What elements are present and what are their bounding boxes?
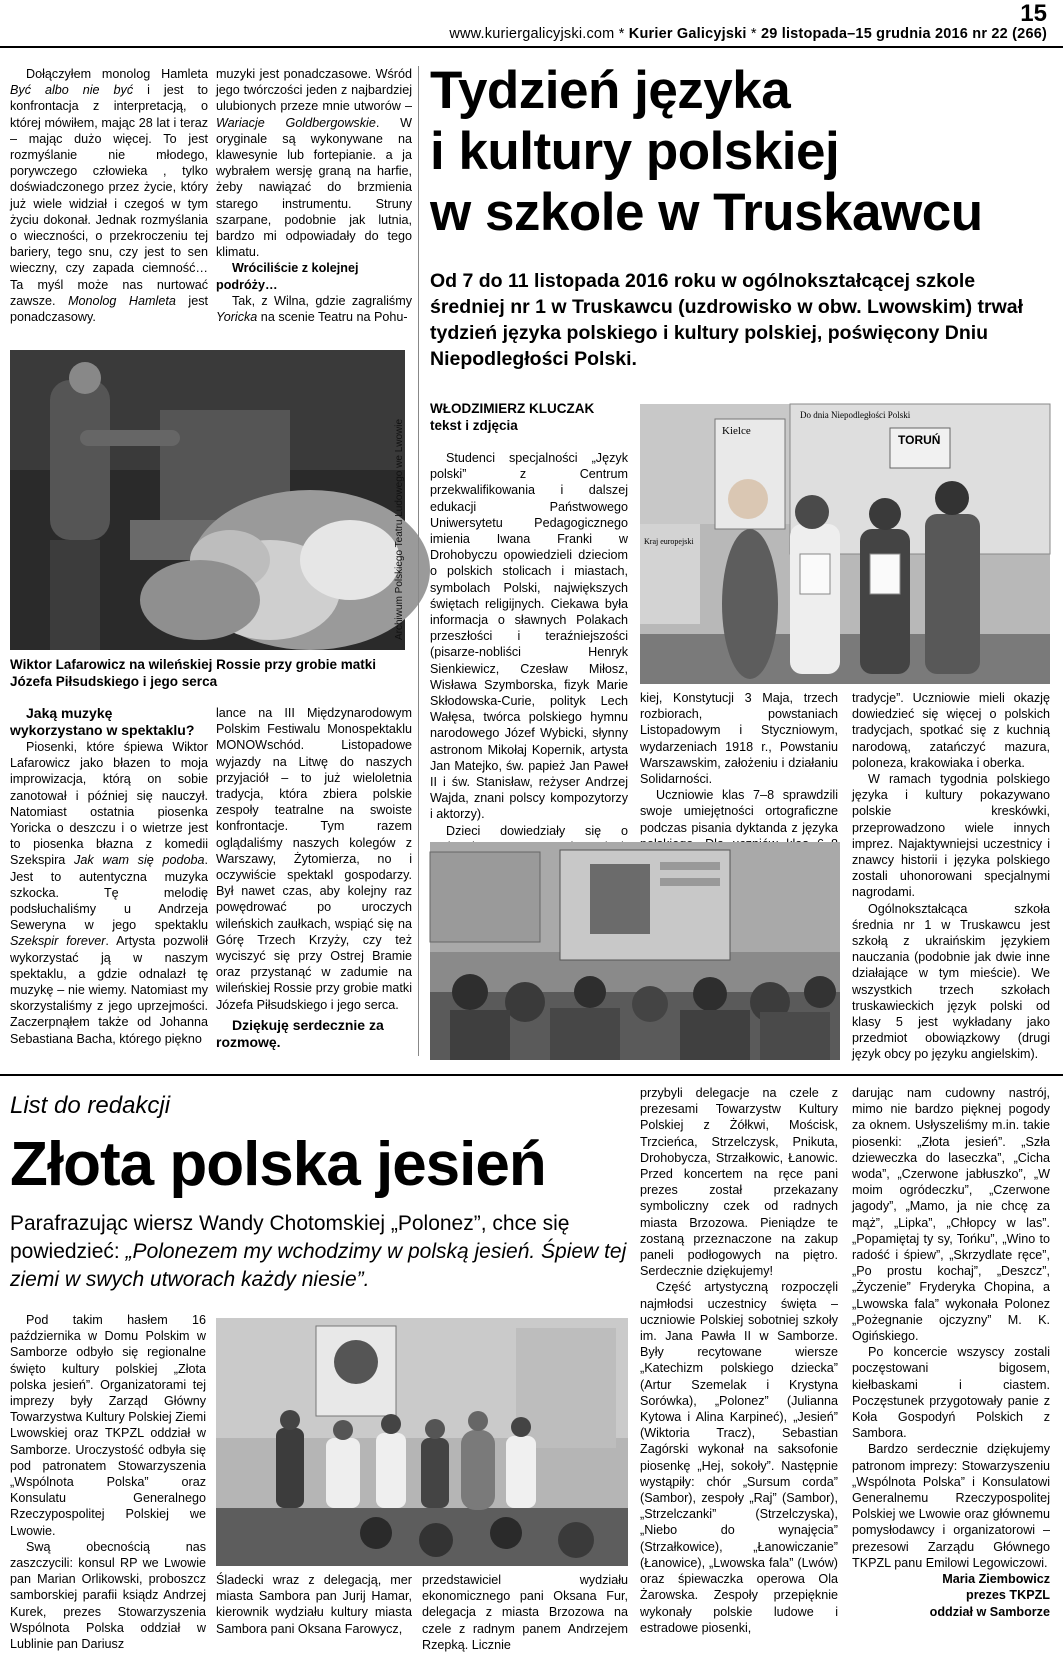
photo-exhibition [640,404,1050,684]
author-name: WŁODZIMIERZ KLUCZAK [430,401,595,416]
paragraph: Tak, z Wilna, gdzie zagraliśmy Yoricka na scenie Teatru na Pohu- [216,293,412,325]
signature-name: Maria Ziembowicz [942,1572,1050,1587]
paragraph: przybyli delegacje na czele z prezesami Towarzystw Kultury Polskiej z Żółkwi, Mościsk, Trzcieńca, Strzelczysk, Pnikuta, Drohobycza, Strzałkowic, Łanowic. Przed koncertem na ręce pani prezes został przekazany symboliczny czek od radnych miasta Brzozowa. Pieniądze te zostaną przeznaczone na zakup paneli podłogowych na piętro. Serdecznie dziękujemy! [640,1086,838,1279]
paper-name: Kurier Galicyjski [628,26,747,42]
paragraph: lance na III Międzynarodowym Polskim Festiwalu Monospektaklu MONOWschód. Listopadowe wyjazdy na Litwę do naszych przyjaciół – to już wieloletnia tradycja, która zbiera polskie zespoły teatralne na swoiste konfrontacje. Tym razem oglądaliśmy naszych kolegów z Warszawy, Żytomierza, no i oczywiście spektakl gospodarzy. Był nawet czas, aby kolejny raz powędrować po uroczych wileńskich zaułkach, wspiąć się na Górę Trzech Krzyży, czy też wyciszyć się przy Ostrej Bramie oraz przystanąć w zadumie na wileńskiej Rossie przy grobie matki Józefa Piłsudskiego i jego serca. [216,706,412,1012]
photo-classroom [430,842,840,1060]
paragraph: tradycje”. Uczniowie mieli okazję dowiedzieć się więcej o polskich tradycjach, spotkać się z kuchnią narodową, zatańczyć mazura, poloneza, krakowiaka i oberka. [852,691,1050,770]
board-kraj: Kraj europejski [644,537,694,546]
paragraph: kiej, Konstytucji 3 Maja, trzech rozbiorach, powstaniach Listopadowym i Styczniowym, wydarzeniach 1918 r., Powstaniu Warszawskim, założeniu i działaniu Solidarności. [640,691,838,787]
photo-concert [216,1318,628,1566]
article2-col-2 [216,1572,412,1652]
paragraph: Swą obecnością nas zaszczycili: konsul RP we Lwowie pan Marian Orlikowski, proboszcz samborskiej parafii ksiądz Andrzej Kurek, prezes Stowarzyszenia Wspólnota Polska oddział w Lublinie pan Dariusz [10,1539,206,1652]
paragraph: muzyki jest ponadczasowe. Wśród jego twórczości jeden z najbardziej ulubionych przeze mnie utworów – Wariacje Goldbergowskie. W oryginale są wykonywane na klawesynie lub fortepianie. a ja wybrałem wersję graną na harfie, żeby nawiązać do brzmienia starego instrumentu. Struny szarpane, podobnie jak lutnia, bardzo mi odpowiadały do tego klimatu. [216,67,413,260]
article1-subtitle: Od 7 do 11 listopada 2016 roku w ogólnokształcącej szkole średniej nr 1 w Truskawcu (uzdrowisko w obw. Lwowskim) trwał tydzień języka polskiego i kultury polskiej, poświęcony Dniu Niepodległości Polski. [430,270,1024,370]
board-torun: TORUŃ [898,433,941,447]
board-kielce: Kielce [722,425,751,437]
article1-col-a [430,450,628,838]
paragraph: Uczniowie klas 7–8 sprawdzili swoje umiejętności ortograficzne podczas pisania dyktanda z języka [640,788,838,835]
interview-question: Wróciliście z kolejnej podróży… [216,261,359,292]
photo-credit: Archiwum Polskiego Teatru Ludowego we Lwowie [394,418,405,640]
masthead [0,0,1063,48]
paragraph: Bardzo serdecznie dziękujemy patronom imprezy: Stowarzyszeniu „Wspólnota Polska” i Konsulatowi Generalnemu Rzeczypospolitej Polskiej we Lwowie oraz głównemu pomysłodawcy i organizatorowi – prezesowi Zarządu Głównego TKPZL panu Emilowi Legowiczowi. [852,1442,1050,1570]
paragraph: Dzieci dowiedziały się o [446,823,628,838]
interview-col-2 [216,66,412,346]
article1-title: Tydzień języka i kultury polskiej w szkole w Truskawcu [430,61,983,242]
interview-col-1 [10,66,208,346]
site-url[interactable]: www.kuriergalicyjski.com [449,26,615,42]
signature-branch: oddział w Samborze [929,1604,1050,1619]
paragraph: Piosenki, które śpiewa Wiktor Lafarowicz jako błazen to moja improwizacja, którą on sobie zanotował i później się nauczył. Natomiast ostatnia piosenka Yoricka o deszczu i o wietrze jest to piosenka błazna z komedii Szekspira Jak wam się podoba. Jest to autentyczna muzyka szkocka. Tę melodię podsłuchaliśmy u Andrzeja Seweryna w jego spektaklu Szekspir forever. Artysta pozwolił wykorzystać ją w naszym spektaklu, a gdzie odnalazł tę muzykę – nie wiemy. Natomiast my skorzystaliśmy z jego uprzejmości. Zaczerpnąłem także od Johanna Sebastiana Bacha, którego piękno [10,740,209,1046]
paragraph: Pod takim hasłem 16 października w Domu Polskim w Samborze odbyło się regionalne święto kultury polskiej „Złota polska jesień”. Organizatorami tej imprezy były Zarząd Główny Towarzystwa Kultury Polskiej Ziemi Lwowskiej oraz TKPZL oddział w Samborze. Uroczystość odbyła się pod patronatem Stowarzyszenia „Wspólnota Polska” oraz Konsulatu Generalnego Rzeczypospolitej Polskiej we Lwowie. [10,1313,206,1538]
letter-tag: List do redakcji [10,1092,171,1119]
paragraph: W ramach tygodnia polskiego języka i kultury pokazywano polskie kreskówki, przeprowadzono wiele innych imprez. Najaktywniejsi uczestnicy i znawcy historii i języka polskiego zostali uhonorowani specjalnymi nagrodami. [852,772,1050,900]
paragraph: Śladecki wraz z delegacją, mer miasta Sambora pan Jurij Hamar, kierownik wydziału kultury miasta Sambora pani Oksana Farowycz, [216,1573,412,1636]
issue-info: 29 listopada–15 grudnia 2016 nr 22 (266) [760,26,1047,42]
column-divider [418,66,419,1056]
board-title: Do dnia Niepodległości Polski [800,410,911,420]
interview-col-4 [216,705,412,1060]
paragraph: Część artystyczną rozpoczęli najmłodsi uczestnicy święta – uczniowie Polskiej sobotniej szkoły im. Jana Pawła II w Samborze. Były recytowane wiersze „Katechizm polskiego dziecka” (Artur Szemelak i Krystyna Sorówka), „Polonez” (Julianna Kytowa i Alina Karpineć), „Jesień” (Wiktoria Tracz), Sebastian Zagórski wykonał na saksofonie piosenkę „Hej, sokoły”. Następnie wystąpiły: chór „Sursum corda” (Sambor), zespoły „Raj” (Sambor), „Strzelczanki” (Strzelczyska), „Niebo do wynajęcia” (Strzałkowice), „Łanowiczanie” (Łanowice), „Lwowska fala” (Lwów) oraz śpiewaczka operowa Ola Żarowska. Zespoły przepięknie wykonały polskie ludowe i estradowe piosenki, [640,1280,838,1635]
article2-col-3 [422,1572,628,1652]
interview-question: Jaką muzykę wykorzystano w spektaklu? [10,705,195,738]
author-role: tekst i zdjęcia [430,418,518,433]
interview-col-3 [10,705,208,1060]
interview-thanks: Dziękuję serdecznie za rozmowę. [216,1016,384,1050]
paragraph: Ogólnokształcąca szkoła średnia nr 1 w Truskawcu jest szkołą z ukraińskim językiem nauczania (podobnie jak dwie inne działające w tym mieście). We wszystkich trzech szkołach truskawieckich język polski od klasy 5 jest wykładany jako przedmiot obowiązkowy (drugi język obcy po języku angielskim). [852,901,1050,1062]
article1-byline [430,400,630,434]
article2-col-4 [640,1085,838,1652]
section-divider [0,1074,1063,1076]
article2-col-1 [10,1312,206,1652]
article2-col-5 [852,1085,1050,1652]
paragraph: Studenci specjalności „Język polski” z Centrum przekwalifikowania i dalszej edukacji Państwowego Uniwersytetu Pedagogicznego imienia Iwana Franki w Drohobyczu opowiedzieli dzieciom o polskich stolicach i miastach, symbolach Polski, największych świętach religijnych. Ciekawa była informacja o sławnych Polakach przeszłości i teraźniejszości (pisarze-nobliści Henryk Sienkiewicz, Czesław Miłosz, Wisława Szymborska, fizyk Marie Skłodowska-Curie, polityk Lech Wałęsa, twórca polskiego hymnu narodowego Józef Wybicki, słynny astronom Mikołaj Kopernik, artysta Jan Matejko, św. papież Jan Paweł II i św. Stanisław, reżyser Andrzej Wajda, znani polscy kompozytorzy i aktorzy). [430,451,628,822]
paragraph: przedstawiciel wydziału ekonomicznego pani Oksana Fur, delegacja z miasta Brzozowa na czele z radnym panem Andrzejem Rzepką. Licznie [422,1573,628,1652]
photo-caption: Wiktor Lafarowicz na wileńskiej Rossie przy grobie matki Józefa Piłsudskiego i jego serca [10,657,376,689]
paragraph: darując nam cudowny nastrój, mimo nie bardzo pięknej pogody za oknem. Usłyszeliśmy m.in. takie piosenki: „Złota jesień”. „Szła dzieweczka do laseczka”, „Cicha woda”, „Czerwone jabłuszko”, „W moim ogródeczku”, „Czerwone jagody”, „Mamo, ja nie chcę za mąż”, „Lipka”, „Chłopcy w las”. „Popamiętaj ty sy, Tońku”, „Wino to radość i śpiew”, „Skrzydlate ręce”, „Po prostu kochaj”, „Deszcz”, „Życzenie” Fryderyka Chopina, a „Lwowska fala” wykonała Polonez „Pożegnanie ojczyzny” M. K. Ogińskiego. [852,1086,1050,1344]
photo-rossa-grave [10,350,405,650]
article1-col-c [852,690,1050,1060]
signature-role: prezes TKPZL [966,1588,1050,1603]
paragraph: Po koncercie wszyscy zostali poczęstowani bigosem, kiełbaskami i ciastem. Poczęstunek przygotowały panie z Koła Gospodyń Polskich z Sambora. [852,1345,1050,1441]
article2-title: Złota polska jesień [10,1130,546,1199]
masthead-line: www.kuriergalicyjski.com * Kurier Galicyjski * 29 listopada–15 grudnia 2016 nr 22 (266) [449,26,1047,42]
article1-col-b [640,690,838,838]
paragraph: Dołączyłem monolog Hamleta Być albo nie być i jest to konfrontacja z interpretacją, o której mówiłem, mając 28 lat i teraz – mając dużo więcej. To jest rozmyślanie nie młodego, porywczego człowieka , tylko doświadczonego przez życie, który już wiele widział i czegoś w tym życiu dokonał. Jednak rozmyślania o wieczności, o przekroczeniu tej bariery, tego snu, czy jest to sen wieczny, czy zapada ciemność… Ta myśl może nas nurtować zawsze. Monolog Hamleta jest ponadczasowy. [10,67,208,325]
page-number: 15 [1020,0,1047,27]
article2-intro: Parafrazując wiersz Wandy Chotomskiej „Polonez”, chce się powiedzieć: „Polonezem my wchodzimy w polską jesień. Śpiew tej ziemi w swych utworach każdy niesie”. [10,1212,627,1291]
